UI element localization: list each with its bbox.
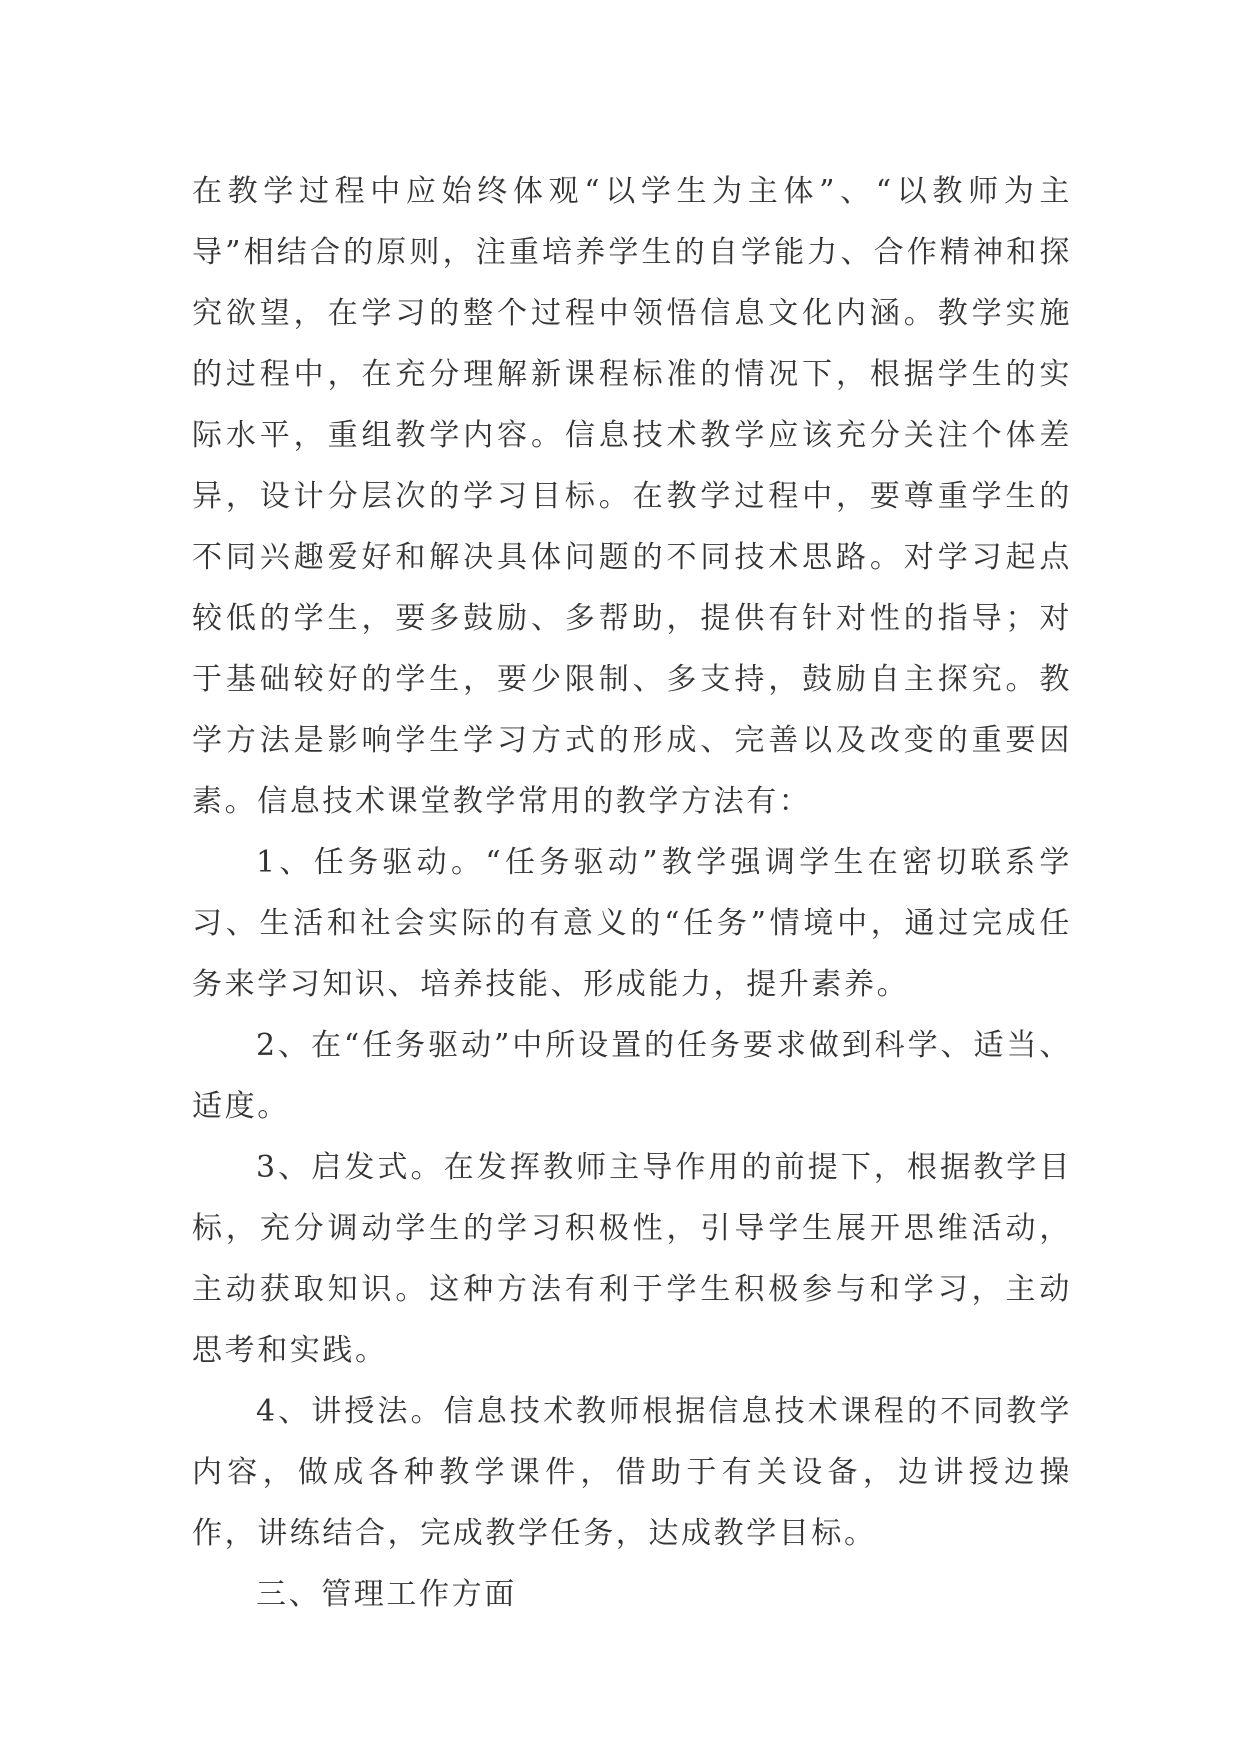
document-body <box>192 161 1072 1625</box>
paragraph-lecture-method: 4、讲授法。信息技术教师根据信息技术课程的不同教学内容，做成各种教学课件，借助于有关设备，边讲授边操作，讲练结合，完成教学任务，达成教学目标。 <box>192 1394 1072 1551</box>
paragraph-heuristic-method: 3、启发式。在发挥教师主导作用的前提下，根据教学目标，充分调动学生的学习积极性，引导学生展开思维活动，主动获取知识。这种方法有利于学生积极参与和学习，主动思考和实践。 <box>192 1150 1072 1368</box>
section-heading-management: 三、管理工作方面 <box>256 1577 517 1612</box>
paragraph-task-driven: 1、任务驱动。“任务驱动”教学强调学生在密切联系学习、生活和社会实际的有意义的“任务”情境中，通过完成任务来学习知识、培养技能、形成能力，提升素养。 <box>192 845 1072 1002</box>
paragraph-task-requirements: 2、在“任务驱动”中所设置的任务要求做到科学、适当、适度。 <box>192 1028 1072 1124</box>
paragraph-teaching-principles: 在教学过程中应始终体观“以学生为主体”、“以教师为主导”相结合的原则，注重培养学生的自学能力、合作精神和探究欲望，在学习的整个过程中领悟信息文化内涵。教学实施的过程中，在充分理解新课程标准的情况下，根据学生的实际水平，重组教学内容。信息技术教学应该充分关注个体差异，设计分层次的学习目标。在教学过程中，要尊重学生的不同兴趣爱好和解决具体问题的不同技术思路。对学习起点较低的学生，要多鼓励、多帮助，提供有针对性的指导；对于基础较好的学生，要少限制、多支持，鼓励自主探究。教学方法是影响学生学习方式的形成、完善以及改变的重要因素。信息技术课堂教学常用的教学方法有： <box>192 174 1072 819</box>
